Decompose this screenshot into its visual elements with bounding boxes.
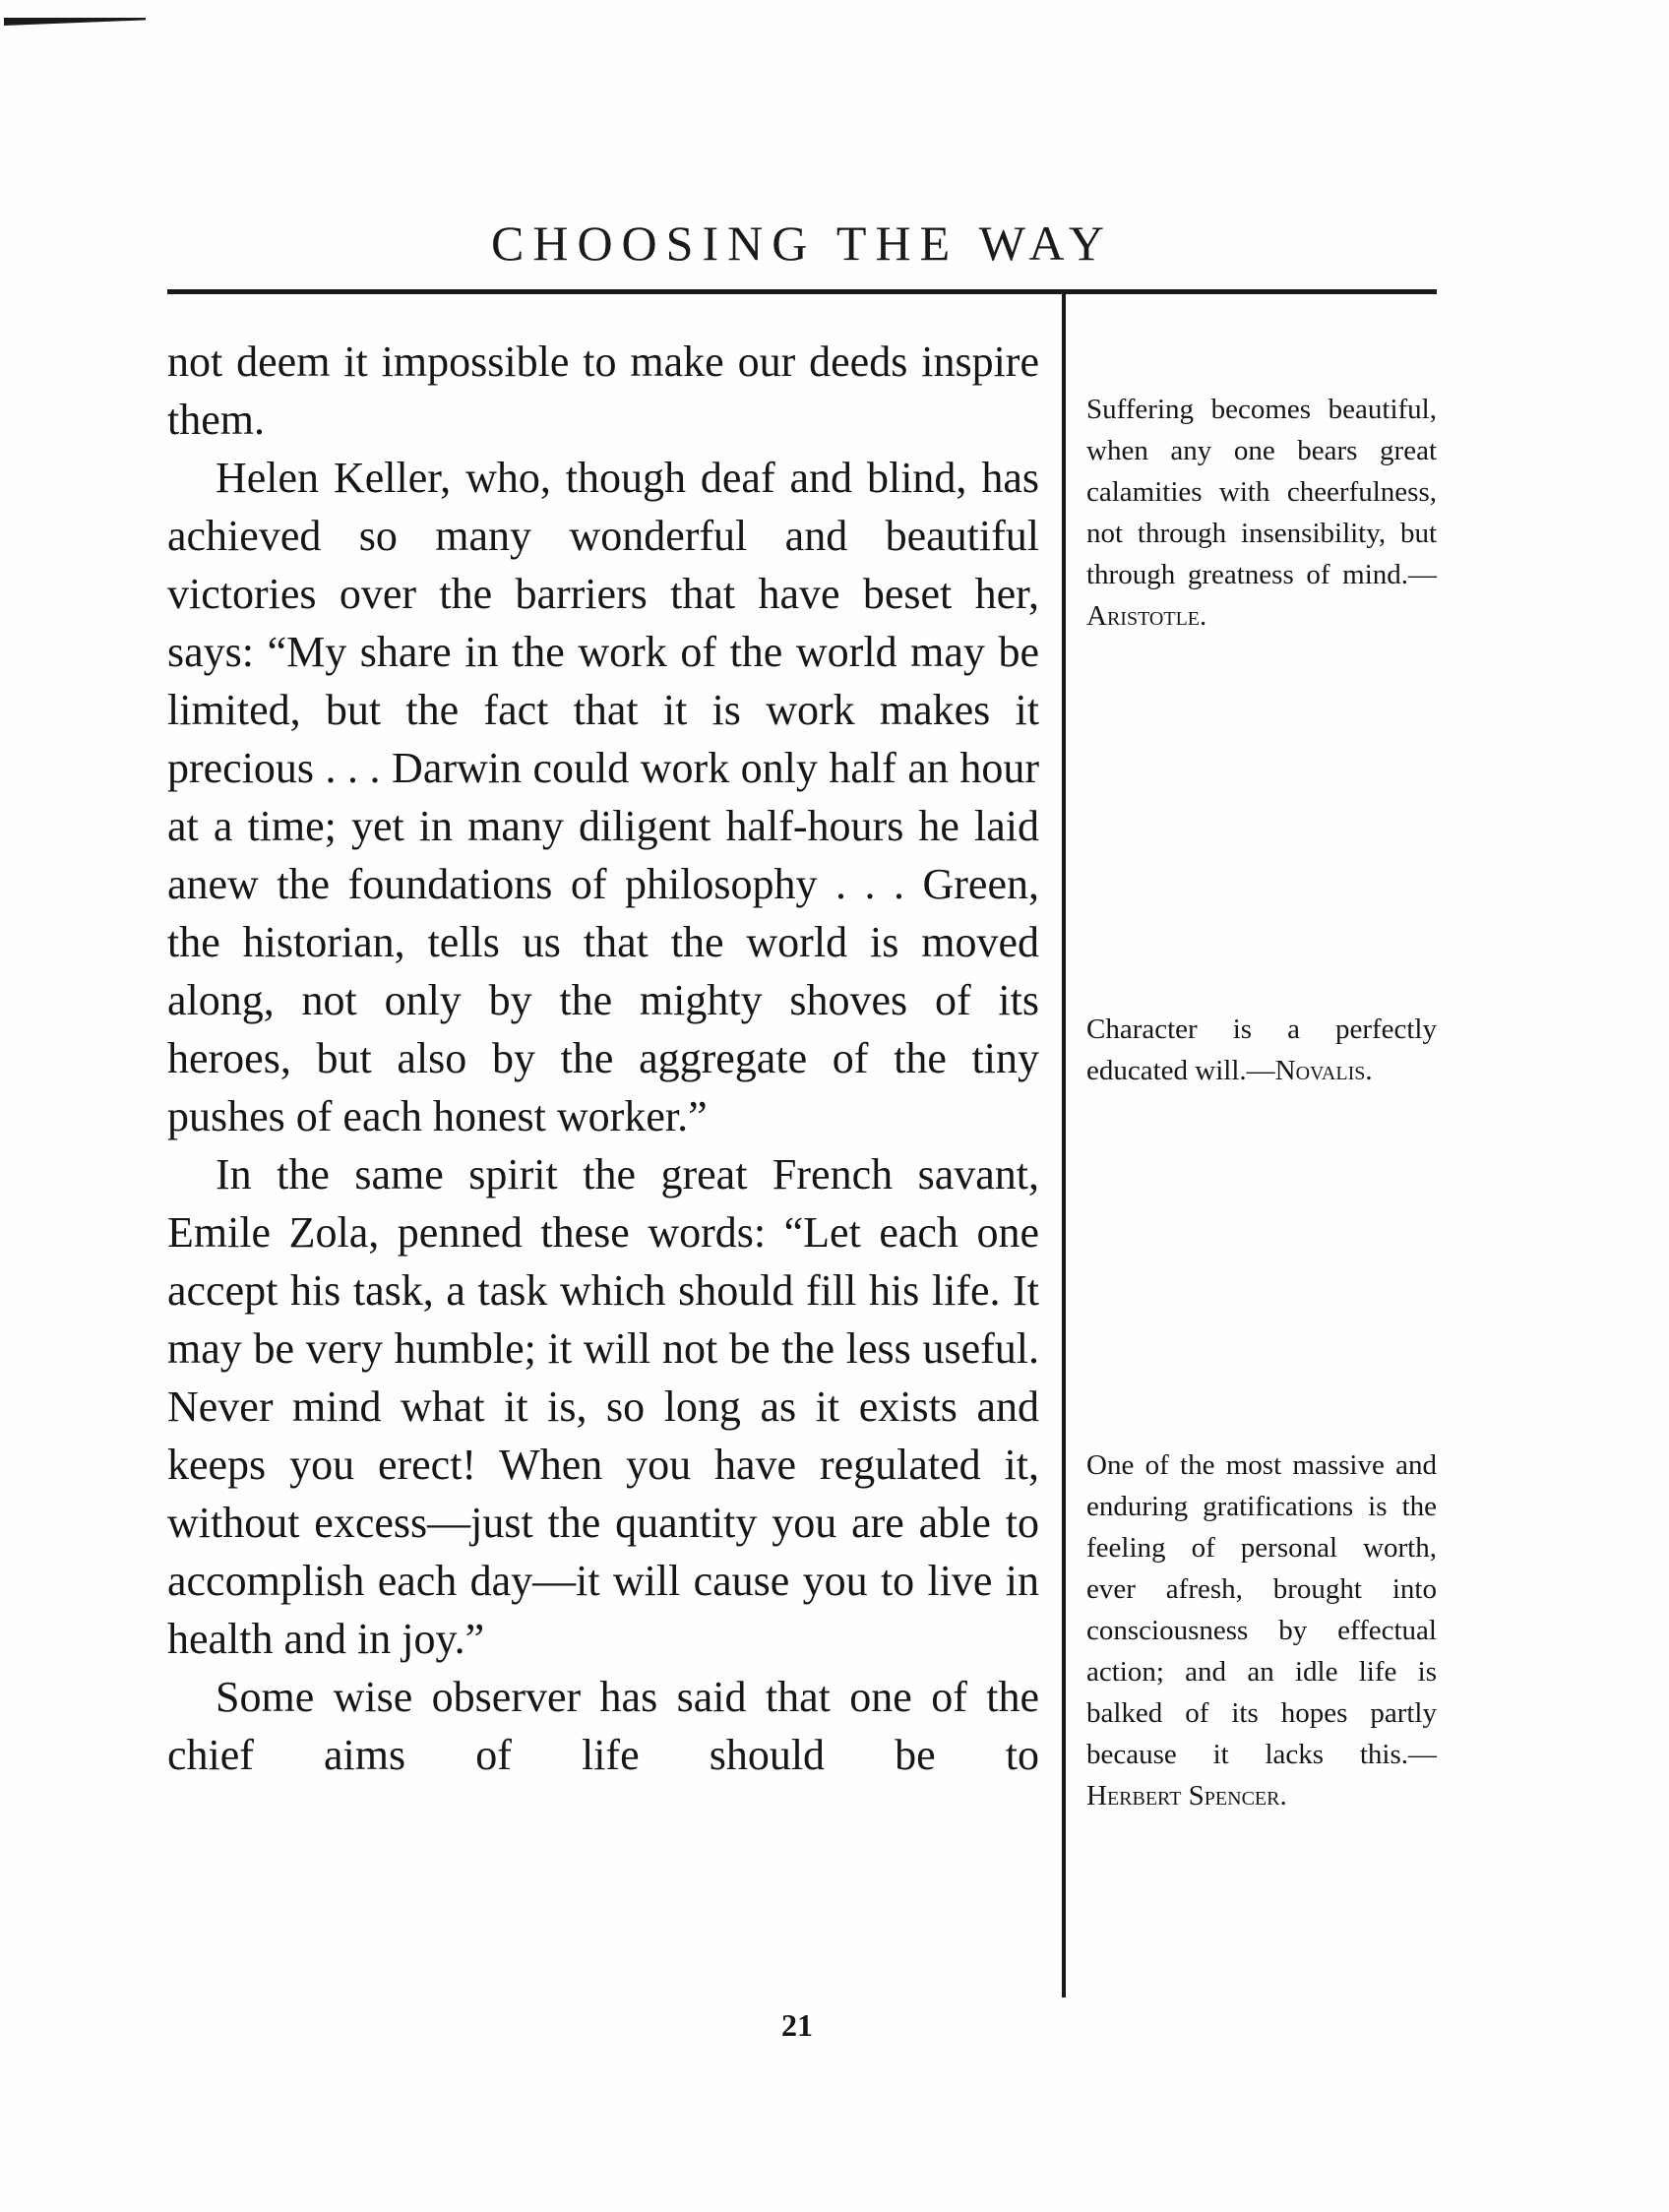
paragraph-wise-observer: Some wise observer has said that one of the chief aims of life should be to [167,1673,1039,1779]
page-number: 21 [781,2007,813,2043]
paragraph-continuation: not deem it impossible to make our deeds inspire them. [167,338,1039,444]
corner-scan-mark [4,18,146,26]
running-head-title: CHOOSING THE WAY [490,215,1113,271]
quote-text: Character is a perfectly educated will.— [1086,1014,1437,1086]
quote-author: Herbert Spencer. [1086,1780,1287,1812]
column-divider [1062,291,1066,1997]
paragraph-zola: In the same spirit the great French savant, Emile Zola, penned these words: “Let each one accept his task, a task which should fill his life. It may be very humble; it will not be the less useful. Never mind what it is, so long as it exists and keeps you erect! When you have regulated it, without excess—just the quantity you are able to accomplish each day—it will cause you to live in health and in joy.” [167,1150,1039,1663]
paragraph-helen-keller: Helen Keller, who, though deaf and blind, has achieved so many wonderful and beautiful victories over the barriers that have beset her, says: “My share in the work of the world may be limited, but the fact that it is work makes it precious . . . Darwin could work only half an hour at a time; yet in many diligent half-hours he laid anew the foundations of philosophy . . . Green, the historian, tells us that the world is moved along, not only by the mighty shoves of its heroes, but also by the aggregate of the tiny pushes of each honest worker.” [167,454,1039,1140]
quote-author: Aristotle. [1086,600,1207,632]
quote-text: Suffering becomes beautiful, when any one bears great calamities with cheerfulness, not through insensibility, but through greatness of mind.— [1086,394,1437,590]
margin-quote-spencer [1086,1444,1437,1816]
quote-author: Novalis. [1274,1055,1373,1086]
main-text-column [167,333,1039,1784]
quote-text: One of the most massive and enduring gratifications is the feeling of personal worth, ever afresh, brought into consciousness by effectual action; and an idle life is balked of its hopes partly because it lacks this.— [1086,1449,1437,1770]
margin-quote-aristotle [1086,389,1437,637]
header-rule [167,289,1437,294]
margin-quote-novalis [1086,1009,1437,1091]
